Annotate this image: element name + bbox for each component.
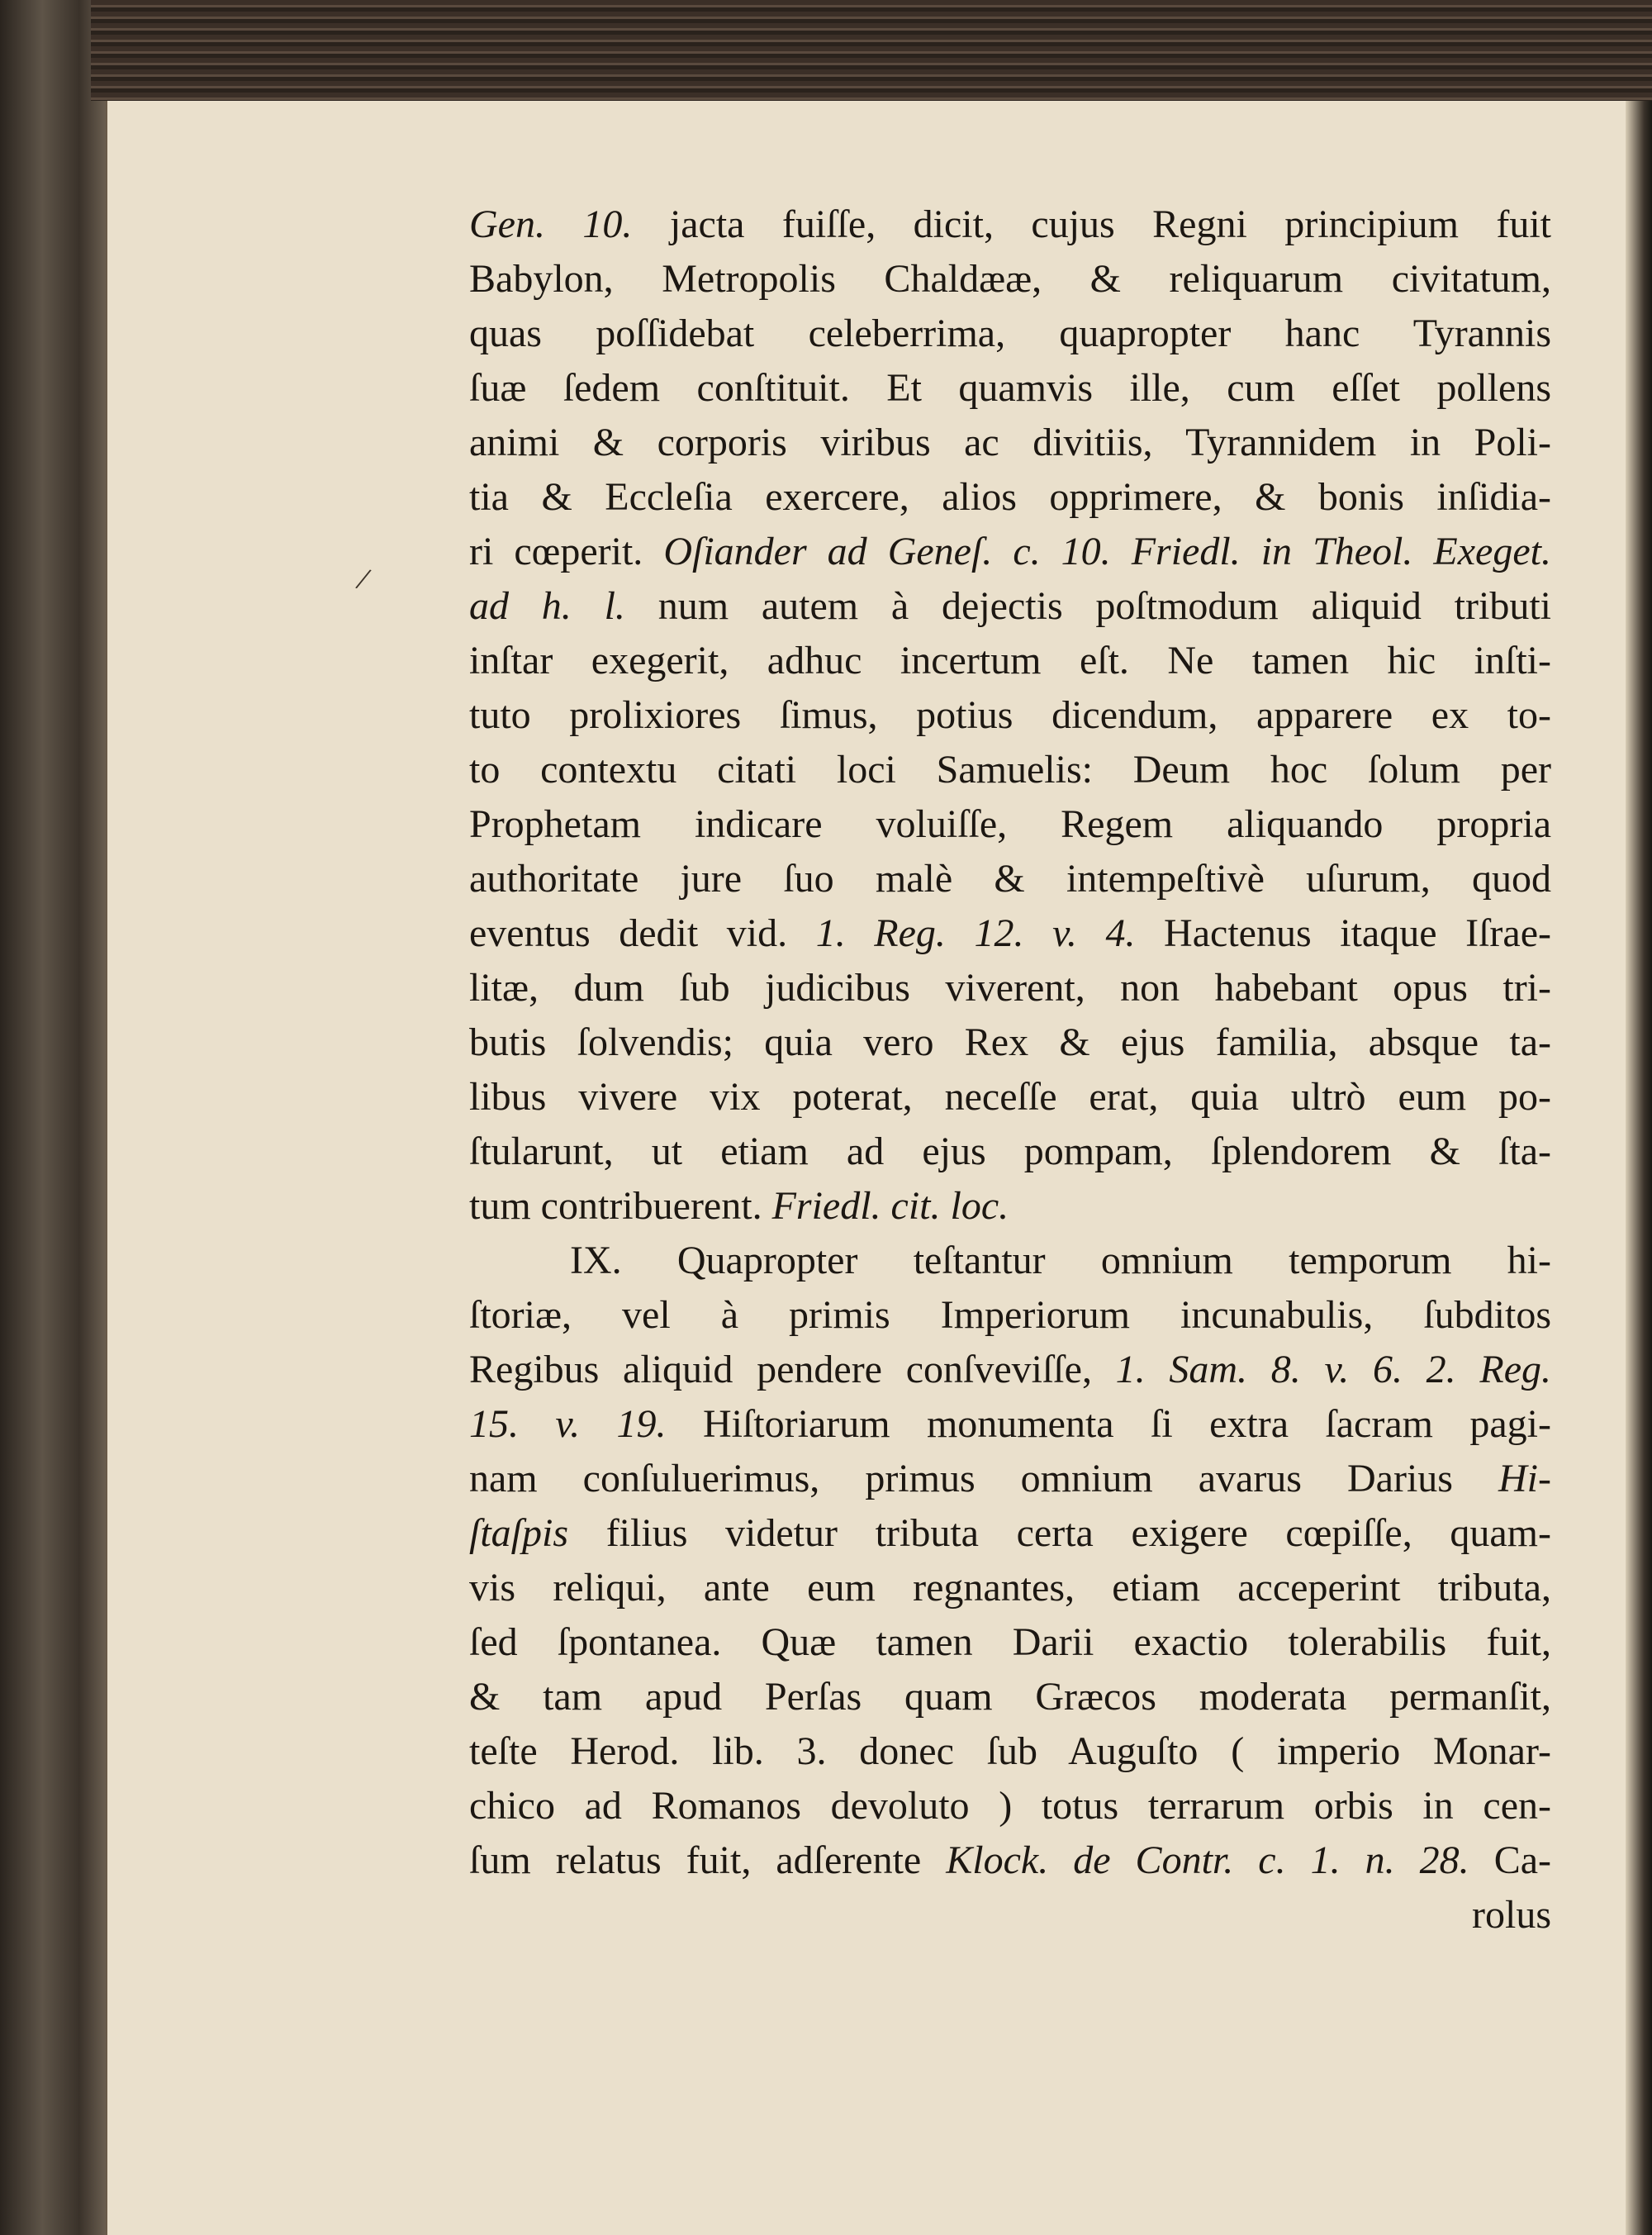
text-line: & tam apud Perſas quam Græcos moderata permanſit, (469, 1675, 1551, 1719)
text-line: Babylon, Metropolis Chaldææ, & reliquarum civitatum, (469, 257, 1551, 301)
text-line: ſtularunt, ut etiam ad ejus pompam, ſplendorem & ſta- (469, 1129, 1551, 1173)
section-ix-heading-line: IX. Quapropter teſtantur omnium temporum hi- (570, 1239, 1551, 1282)
text-line: ri cœperit. Oſiander ad Geneſ. c. 10. Friedl. in Theol. Exeget. (469, 530, 1552, 573)
text-line: ad h. l. num autem à dejectis poſtmodum aliquid tributi (469, 584, 1551, 628)
text-line: 15. v. 19. Hiſtoriarum monumenta ſi extra ſacram pagi- (469, 1402, 1551, 1446)
text-line: ſum relatus fuit, adſerente Klock. de Contr. c. 1. n. 28. Ca- (469, 1838, 1551, 1882)
text-line: ſuæ ſedem conſtituit. Et quamvis ille, cum eſſet pollens (469, 366, 1551, 410)
text-line: tuto prolixiores ſimus, potius dicendum, apparere ex to- (469, 693, 1551, 737)
catchword: rolus (1472, 1893, 1551, 1937)
text-line: eventus dedit vid. 1. Reg. 12. v. 4. Hactenus itaque Iſrae- (469, 911, 1551, 955)
text-line: vis reliqui, ante eum regnantes, etiam acceperint tributa, (469, 1566, 1551, 1610)
text-line: ſtaſpis filius videtur tributa certa exigere cœpiſſe, quam- (469, 1511, 1551, 1555)
text-line: to contextu citati loci Samuelis: Deum hoc ſolum per (469, 748, 1551, 792)
text-line: libus vivere vix poterat, neceſſe erat, quia ultrò eum po- (469, 1075, 1551, 1119)
text-line: teſte Herod. lib. 3. donec ſub Auguſto ( imperio Monar- (469, 1729, 1551, 1773)
text-line: Prophetam indicare voluiſſe, Regem aliquando propria (469, 802, 1551, 846)
text-line: quas poſſidebat celeberrima, quapropter hanc Tyrannis (469, 311, 1551, 355)
text-line: nam conſuluerimus, primus omnium avarus Darius Hi- (469, 1457, 1551, 1500)
text-line: ſed ſpontanea. Quæ tamen Darii exactio tolerabilis fuit, (469, 1620, 1551, 1664)
text-line: litæ, dum ſub judicibus viverent, non habebant opus tri- (469, 966, 1551, 1010)
text-line: authoritate jure ſuo malè & intempeſtivè uſurum, quod (469, 857, 1551, 901)
text-line: Gen. 10. jacta fuiſſe, dicit, cujus Regni principium fuit (469, 202, 1551, 246)
text-line: Regibus aliquid pendere conſveviſſe, 1. Sam. 8. v. 6. 2. Reg. (469, 1348, 1551, 1391)
text-line: tum contribuerent. Friedl. cit. loc. (469, 1184, 1009, 1228)
text-line: animi & corporis viribus ac divitiis, Tyrannidem in Poli- (469, 421, 1551, 464)
text-line: chico ad Romanos devoluto ) totus terrarum orbis in cen- (469, 1784, 1551, 1828)
text-line: tia & Eccleſia exercere, alios opprimere, & bonis inſidia- (469, 475, 1551, 519)
text-line: butis ſolvendis; quia vero Rex & ejus familia, absque ta- (469, 1020, 1551, 1064)
text-line: ſtoriæ, vel à primis Imperiorum incunabulis, ſubditos (469, 1293, 1551, 1337)
margin-ink-mark: / (353, 559, 375, 598)
text-line: inſtar exegerit, adhuc incertum eſt. Ne tamen hic inſti- (469, 639, 1551, 682)
